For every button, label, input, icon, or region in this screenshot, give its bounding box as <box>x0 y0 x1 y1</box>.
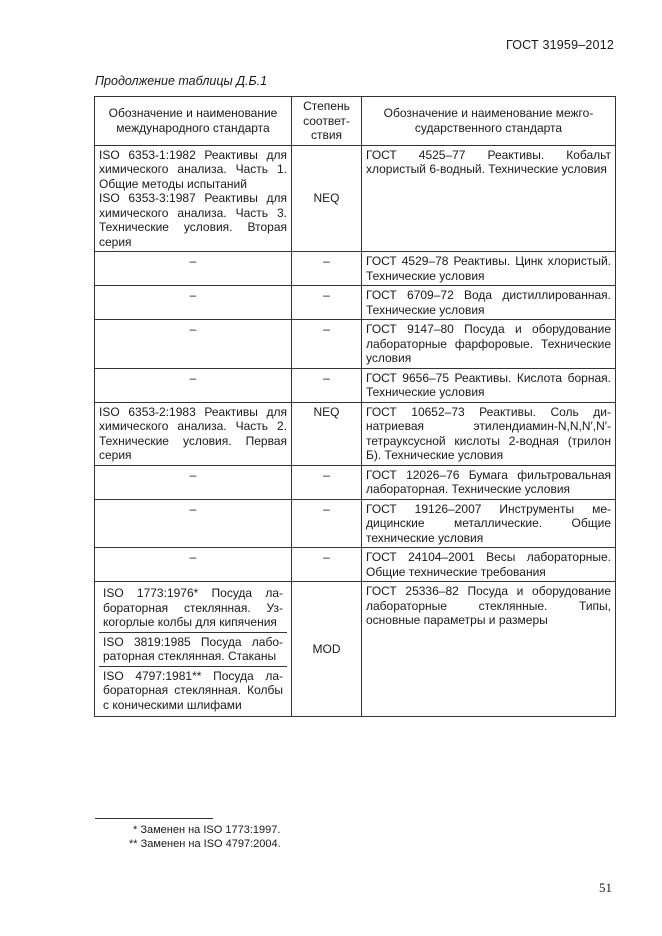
degree-cell: – <box>292 499 362 548</box>
degree-cell: – <box>292 548 362 582</box>
table-row <box>95 465 616 499</box>
standards-table <box>94 96 616 717</box>
national-standard-cell: ГОСТ 25336–82 Посуда и оборудование лабораторные стеклянные. Типы, основные параметры и размеры <box>362 582 616 717</box>
intl-standard-cell: – <box>95 548 292 582</box>
national-standard-cell: ГОСТ 9656–75 Реактивы. Кислота борная. Технические условия <box>362 368 616 402</box>
table-row <box>95 252 616 286</box>
national-standard-cell: ГОСТ 4525–77 Реактивы. Кобальт хлористый 6-водный. Технические условия <box>362 145 616 252</box>
degree-cell: – <box>292 368 362 402</box>
intl-standard: ISO 6353-1:1982 Реактивы для химического анализа. Часть 1. Общие методы испытаний <box>99 147 287 191</box>
table-row <box>95 368 616 402</box>
intl-standard: ISO 4797:1981** Посуда лабораторная стеклянная. Колбы с коническими шлифами <box>99 666 287 715</box>
header-international-standard: Обозначение и наименование международного стандарта <box>95 97 292 146</box>
intl-standard-cell: – <box>95 465 292 499</box>
intl-standard: ISO 1773:1976* Посуда лабораторная стеклянная. Узкогорлые колбы для кипячения <box>103 586 283 629</box>
intl-standard-cell: – <box>95 252 292 286</box>
national-standard-cell: ГОСТ 10652–73 Реактивы. Соль динатриевая этилендиамин-N,N,N′,N′-тетрауксусной кислоты 2-водная (трилон Б). Технические условия <box>362 402 616 465</box>
intl-standard-cell: – <box>95 286 292 320</box>
table-header-row <box>95 97 616 146</box>
intl-standard-cell <box>95 145 292 252</box>
national-standard-cell: ГОСТ 24104–2001 Весы лабораторные. Общие технические требования <box>362 548 616 582</box>
intl-standard-cell: – <box>95 320 292 369</box>
intl-standard-cell <box>95 582 292 717</box>
degree-cell: – <box>292 465 362 499</box>
intl-standard: ISO 6353-3:1987 Реактивы для химического анализа. Часть 3. Технические условия. Вторая серия <box>99 191 287 249</box>
table-row <box>95 499 616 548</box>
footnote: ** Заменен на ISO 4797:2004. <box>129 838 281 850</box>
table-row <box>95 402 616 465</box>
national-standard-cell: ГОСТ 9147–80 Посуда и оборудование лабораторные фарфоровые. Технические условия <box>362 320 616 369</box>
national-standard-cell: ГОСТ 4529–78 Реактивы. Цинк хлористый. Технические условия <box>362 252 616 286</box>
page-number: 51 <box>599 880 612 895</box>
footnote: * Заменен на ISO 1773:1997. <box>133 824 281 836</box>
national-standard-cell: ГОСТ 12026–76 Бумага фильтровальная лабораторная. Технические условия <box>362 465 616 499</box>
degree-cell: NEQ <box>292 402 362 465</box>
table-row <box>95 582 616 717</box>
intl-standard-cell: – <box>95 499 292 548</box>
table-caption: Продолжение таблицы Д.Б.1 <box>95 74 268 88</box>
intl-standard: ISO 3819:1985 Посуда лабораторная стеклянная. Стаканы <box>99 632 287 666</box>
degree-cell: – <box>292 286 362 320</box>
intl-standard-cell: ISO 6353-2:1983 Реактивы для химического анализа. Часть 2. Технические условия. Первая серия <box>95 402 292 465</box>
header-interstate-standard: Обозначение и наименование межгосударственного стандарта <box>362 97 616 146</box>
document-code: ГОСТ 31959–2012 <box>505 38 614 52</box>
table-row <box>95 548 616 582</box>
header-degree-of-conformity: Степень соответствия <box>292 97 362 146</box>
table-row <box>95 286 616 320</box>
national-standard-cell: ГОСТ 19126–2007 Инструменты медицинские металлические. Общие технические условия <box>362 499 616 548</box>
footnote-separator <box>95 818 213 819</box>
degree-cell: NEQ <box>292 145 362 252</box>
degree-cell: – <box>292 252 362 286</box>
table-row <box>95 145 616 252</box>
national-standard-cell: ГОСТ 6709–72 Вода дистиллированная. Технические условия <box>362 286 616 320</box>
table-row <box>95 320 616 369</box>
intl-standard-cell: – <box>95 368 292 402</box>
degree-cell: MOD <box>292 582 362 717</box>
degree-cell: – <box>292 320 362 369</box>
